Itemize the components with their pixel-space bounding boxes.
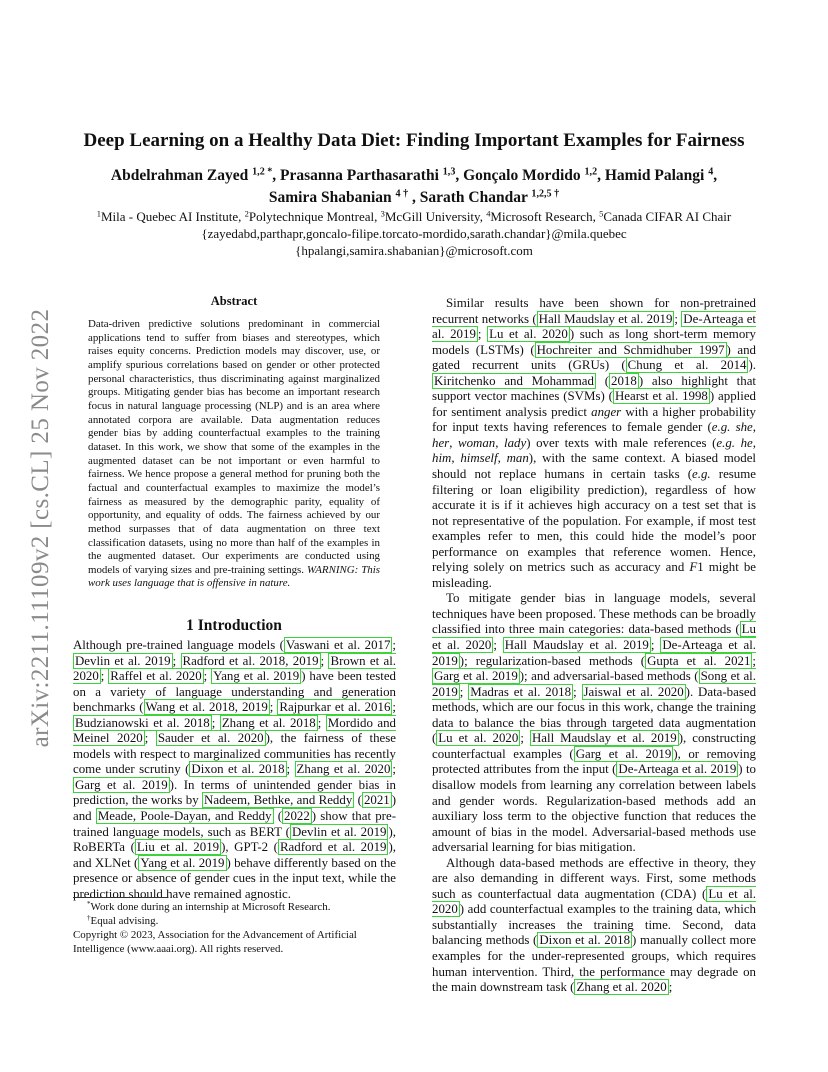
paper-title: Deep Learning on a Healthy Data Diet: Finding Important Examples for Fairness bbox=[83, 130, 745, 151]
email-line: {zayedabd,parthapr,goncalo-filipe.torcato-mordido,sarath.chandar}@mila.quebec bbox=[201, 226, 627, 241]
copyright-notice: Copyright © 2023, Association for the Advancement of Artificial Intelligence (www.aaai.org). All rights reserved. bbox=[73, 929, 357, 955]
section-heading-introduction: 1 Introduction bbox=[186, 617, 282, 634]
introduction-paragraph: Although pre-trained language models ( Vaswani et al. 2017 ; Devlin et al. 2019 ; Radford et al. 2018, 2019 ; Brown et al. 2020 ; Raffel et al. 2020 ; Yang et al. 2019 ) have been tested on a variety of language understanding and generation benchmarks ( Wang et al. 2018, 2019 ; Rajpurkar et al. 2016 ; Budzianowski et al. 2018 ; Zhang et al. 2018 ; Mordido and Meinel 2020 ; Sauder et al. 2020 ), the fairness of these models with respect to marginalized communities has recently come under scrutiny ( Dixon et al. 2018 ; Zhang et al. 2020 ; Garg et al. 2019 ). In terms of unintended gender bias in prediction, the works by Nadeem, Bethke, and Reddy ( 2021 ) and Meade, Poole-Dayan, and Reddy ( 2022 ) show that pre-trained language models, such as BERT ( Devlin et al. 2019 ), RoBERTa ( Liu et al. 2019 ), GPT-2 ( Radford et al. 2019 ), and XLNet ( Yang et al. 2019 ) behave differently based on the presence or absence of gender cues in the input text, while the prediction should have remained agnostic. bbox=[73, 638, 397, 901]
author: Sarath Chandar $^{1,2,5 \dagger}$ bbox=[419, 188, 560, 206]
arxiv-identifier-text: arXiv:2211.11109v2 [cs.CL] 25 Nov 2022 bbox=[27, 308, 54, 747]
arxiv-identifier bbox=[26, 285, 56, 770]
footnote: †Equal advising. bbox=[87, 914, 159, 927]
author: Gonçalo Mordido $^{1,2}$, bbox=[463, 166, 605, 184]
author-list bbox=[60, 165, 768, 209]
footnote: *Work done during an internship at Microsoft Research. bbox=[87, 900, 331, 913]
affiliation-line: $^1$Mila - Quebec AI Institute, $^2$Polytechnique Montreal, $^3$McGill University, $^4$Microsoft Research, $^5$Canada CIFAR AI Chair bbox=[96, 208, 732, 224]
abstract-warning: WARNING: This work uses language that is offensive in nature. bbox=[88, 563, 380, 590]
author: Prasanna Parthasarathi $^{1,3}$, bbox=[280, 166, 464, 184]
paragraph: Although data-based methods are effective in theory, they are also demanding in different ways. First, some methods such as counterfactual data augmentation (CDA) ( Lu et al. 2020 ) add counterfactual examples to the training data, which substantially increases the training time. Second, data balancing methods ( Dixon et al. 2018 ) manually collect more examples for the under-represented groups, which requires human intervention. Third, the performance may degrade on the main downstream task ( Zhang et al. 2020 ; bbox=[432, 855, 756, 995]
right-column bbox=[432, 296, 756, 996]
footnotes bbox=[73, 900, 396, 956]
paragraph: To mitigate gender bias in language models, several techniques have been proposed. These methods can be broadly classified into three main categories: data-based methods ( Lu et al. 2020 ; Hall Maudslay et al. 2019 ; De-Arteaga et al. 2019 ); regularization-based methods ( Gupta et al. 2021 ; Garg et al. 2019 ); and adversarial-based methods ( Song et al. 2019 ; Madras et al. 2018 ; Jaiswal et al. 2020 ). Data-based methods, which are our focus in this work, change the training data to balance the bias through targeted data augmentation ( Lu et al. 2020 ; Hall Maudslay et al. 2019 ), constructing counterfactual examples ( Garg et al. 2019 ), or removing protected attributes from the input ( De-Arteaga et al. 2019 ) to disallow models from learning any correlation between labels and gender words. Regularization-based methods add an auxiliary loss term to the objective function that reduces the amount of bias in the model. Adversarial-based methods use adversarial learning for bias mitigation. bbox=[432, 591, 757, 855]
email-line: {hpalangi,samira.shabanian}@microsoft.com bbox=[295, 243, 533, 258]
footnote-divider bbox=[73, 897, 167, 898]
abstract-body: Data-driven predictive solutions predominant in commercial applications tend to suffer from biases and stereotypes, which raises equity concerns. Prediction models may discover, use, or amplify spurious correlations based on gender or other protected personal characteristics, thus discriminating against marginalized groups. Mitigating gender bias has become an important research focus in natural language processing (NLP) and is an area where annotated corpora are available. Data augmentation reduces gender bias by adding counterfactual examples to the training dataset. In this work, we show that some of the examples in the augmented dataset can be not important or even harmful to fairness. We hence propose a general method for pruning both the factual and counterfactual examples to maximize the model’s fairness as measured by the demographic parity, equality of opportunity, and equality of odds. The fairness achieved by our method surpasses that of data augmentation on three text classification datasets, using no more than half of the examples in the augmented dataset. Our experiments are conducted using models of varying sizes and pre-training settings. WARNING: This work uses language that is offensive in nature. bbox=[88, 318, 380, 590]
author: Abdelrahman Zayed $^{1,2 *}$, bbox=[110, 166, 281, 184]
abstract-heading: Abstract bbox=[210, 294, 258, 308]
author: Hamid Palangi $^4$, bbox=[604, 166, 718, 184]
paragraph: Similar results have been shown for non-pretrained recurrent networks ( Hall Maudslay et al. 2019 ; De-Arteaga et al. 2019 ; Lu et al. 2020 ) such as long short-term memory models (LSTMs) ( Hochreiter and Schmidhuber 1997 ) and gated recurrent units (GRUs) ( Chung et al. 2014 ). Kiritchenko and Mohammad ( 2018 ) also highlight that support vector machines (SVMs) ( Hearst et al. 1998 ) applied for sentiment analysis predict anger with a higher probability for input texts having references to female gender (e.g. she, her, woman, lady) over texts with male references (e.g. he, him, himself, man), with the same context. A biased model should not replace humans in certain tasks (e.g. resume filtering or loan eligibility prediction), regardless of how accurate it is if it achieves high accuracy on a test set that is not representative of the population. For example, if most test examples refer to men, this could hide the model’s poor performance on examples that reference women. Hence, relying solely on metrics such as accuracy and F1 might be misleading. bbox=[432, 296, 757, 590]
author: Samira Shabanian $^{4 \dagger}$ , bbox=[268, 188, 420, 206]
affiliations bbox=[60, 208, 768, 259]
